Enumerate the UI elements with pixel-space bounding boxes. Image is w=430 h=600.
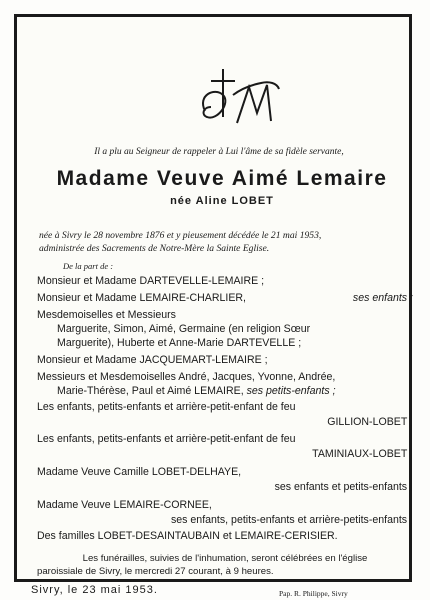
family-line: Marguerite, Simon, Aimé, Germaine (en religion Sœur (57, 323, 311, 335)
funeral-notice-line: Les funérailles, suivies de l'inhumation, seront célébrées en l'église (82, 553, 368, 564)
family-line: Messieurs et Mesdemoiselles André, Jacques, Yvonne, Andrée, (37, 371, 336, 383)
family-line: ses enfants et petits-enfants ; (274, 481, 413, 493)
family-line: Monsieur et Madame JACQUEMART-LEMAIRE ; (37, 354, 268, 366)
relation-label: ses petits-enfants ; (246, 385, 336, 397)
family-line: Les enfants, petits-enfants et arrière-petit-enfant de feu (37, 401, 296, 413)
deceased-name: Madame Veuve Aimé Lemaire (56, 167, 388, 190)
funeral-card (14, 14, 413, 598)
notice-date: Sivry, le 23 mai 1953. (31, 584, 158, 596)
funeral-notice-line: paroissiale de Sivry, le mercredi 27 courant, à 9 heures. (37, 566, 274, 577)
family-line: ses enfants, petits-enfants et arrière-petits-enfants ; (170, 514, 413, 526)
family-line: Marguerite), Huberte et Anne-Marie DARTEVELLE ; (57, 337, 302, 349)
printer-credit: Pap. R. Philippe, Sivry (279, 589, 348, 598)
family-line: Des familles LOBET-DESAINTAUBAIN et LEMAIRE-CERISIER. (37, 530, 338, 542)
relation-label: ses enfants ; (352, 292, 413, 304)
family-line: TAMINIAUX-LOBET ; (312, 448, 413, 460)
sacraments-line: administrée des Sacrements de Notre-Mère la Sainte Eglise. (39, 243, 270, 254)
family-line: Madame Veuve Camille LOBET-DELHAYE, (37, 466, 242, 478)
family-line: Monsieur et Madame DARTEVELLE-LEMAIRE ; (37, 275, 265, 287)
family-line: Mesdemoiselles et Messieurs (37, 309, 176, 321)
maiden-name: née Aline LOBET (170, 195, 274, 207)
birth-death-line: née à Sivry le 28 novembre 1876 et y pieusement décédée le 21 mai 1953, (39, 230, 322, 241)
intro-text: Il a plu au Seigneur de rappeler à Lui l'âme de sa fidèle servante, (94, 147, 344, 157)
family-line: Madame Veuve LEMAIRE-CORNEE, (37, 499, 212, 511)
family-line: GILLION-LOBET ; (327, 416, 413, 428)
family-line (37, 385, 413, 397)
family-name: Monsieur et Madame LEMAIRE-CHARLIER, (37, 292, 246, 304)
cross-monogram-icon (197, 65, 283, 131)
de-la-part-label: De la part de : (63, 261, 114, 271)
family-name: Marie-Thérèse, Paul et Aimé LEMAIRE, (57, 385, 244, 397)
family-line (37, 292, 413, 304)
family-line: Les enfants, petits-enfants et arrière-petit-enfant de feu (37, 433, 296, 445)
